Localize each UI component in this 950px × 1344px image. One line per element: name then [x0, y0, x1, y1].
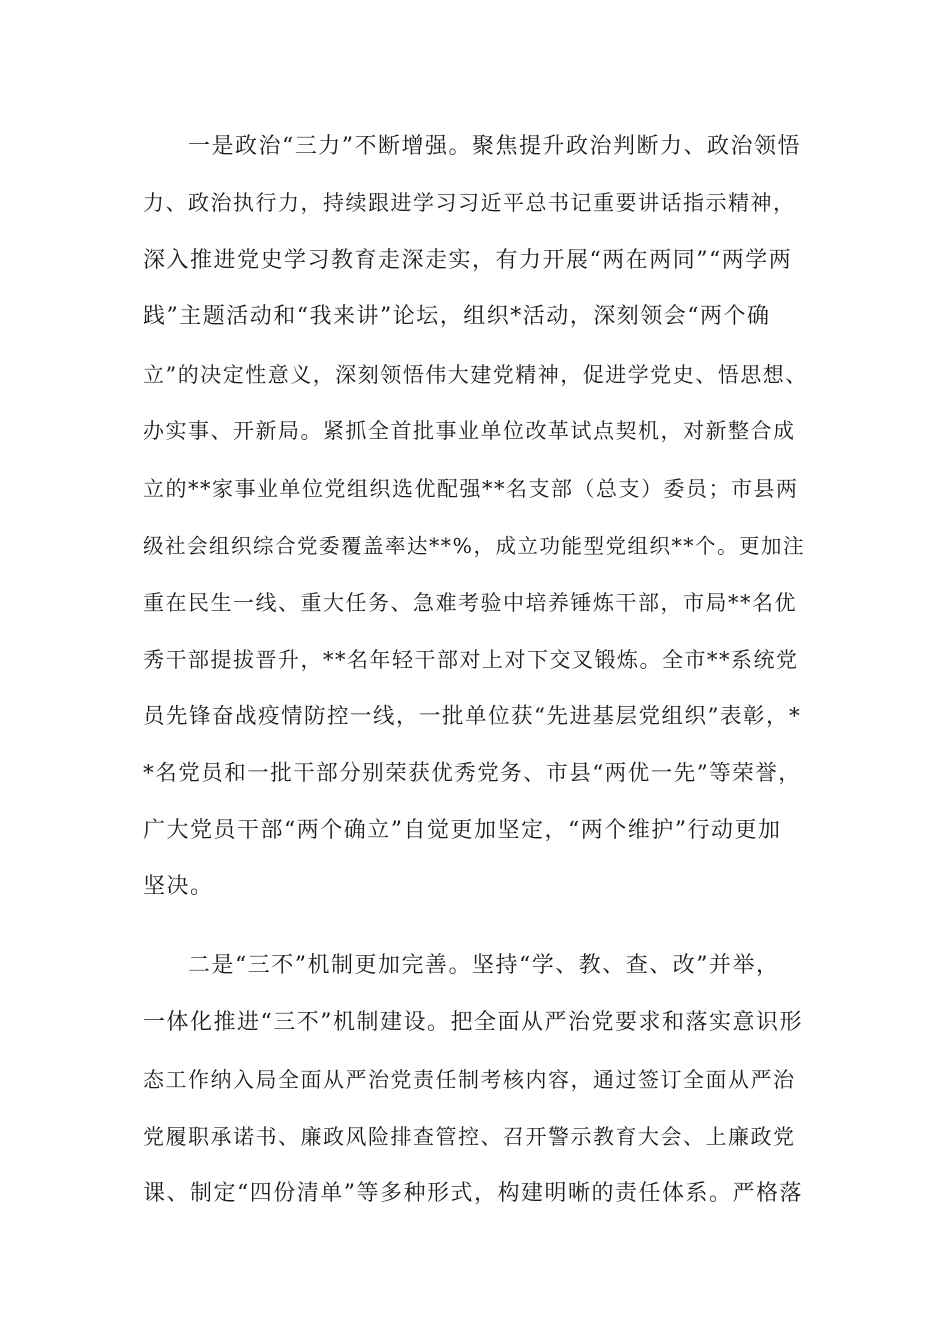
text-line: 级社会组织综合党委覆盖率达**%，成立功能型党组织**个。更加注 — [143, 534, 805, 558]
text-line: 坚决。 — [143, 874, 214, 899]
text-line: 课、制定“四份清单”等多种形式，构建明晰的责任体系。严格落 — [143, 1181, 803, 1206]
text-line: 广大党员干部“两个确立”自觉更加坚定，“两个维护”行动更加 — [143, 818, 782, 843]
text-line: 员先锋奋战疫情防控一线，一批单位获“先进基层党组织”表彰，* — [143, 704, 802, 729]
text-line: 深入推进党史学习教育走深走实，有力开展“两在两同”“两学两 — [143, 248, 793, 273]
text-line: 秀干部提拔晋升，**名年轻干部对上对下交叉锻炼。全市**系统党 — [143, 648, 799, 672]
text-line: 一是政治“三力”不断增强。聚焦提升政治判断力、政治领悟 — [188, 134, 801, 159]
text-line: 立”的决定性意义，深刻领悟伟大建党精神，促进学党史、悟思想、 — [143, 363, 808, 387]
text-line: 态工作纳入局全面从严治党责任制考核内容，通过签订全面从严治 — [143, 1068, 796, 1092]
text-line: *名党员和一批干部分别荣获优秀党务、市县“两优一先”等荣誉， — [143, 761, 802, 786]
text-line: 党履职承诺书、廉政风险排查管控、召开警示教育大会、上廉政党 — [143, 1125, 796, 1149]
text-line: 践”主题活动和“我来讲”论坛，组织*活动，深刻领会“两个确 — [143, 304, 771, 329]
text-line: 办实事、开新局。紧抓全首批事业单位改革试点契机，对新整合成 — [143, 419, 796, 443]
text-line: 重在民生一线、重大任务、急难考验中培养锤炼干部，市局**名优 — [143, 591, 797, 615]
text-line: 二是“三不”机制更加完善。坚持“学、教、查、改”并举， — [188, 953, 780, 978]
text-line: 一体化推进“三不”机制建设。把全面从严治党要求和落实意识形 — [143, 1010, 803, 1035]
text-line: 立的**家事业单位党组织选优配强**名支部（总支）委员；市县两 — [143, 477, 799, 501]
text-line: 力、政治执行力，持续跟进学习习近平总书记重要讲话指示精神， — [143, 191, 796, 215]
